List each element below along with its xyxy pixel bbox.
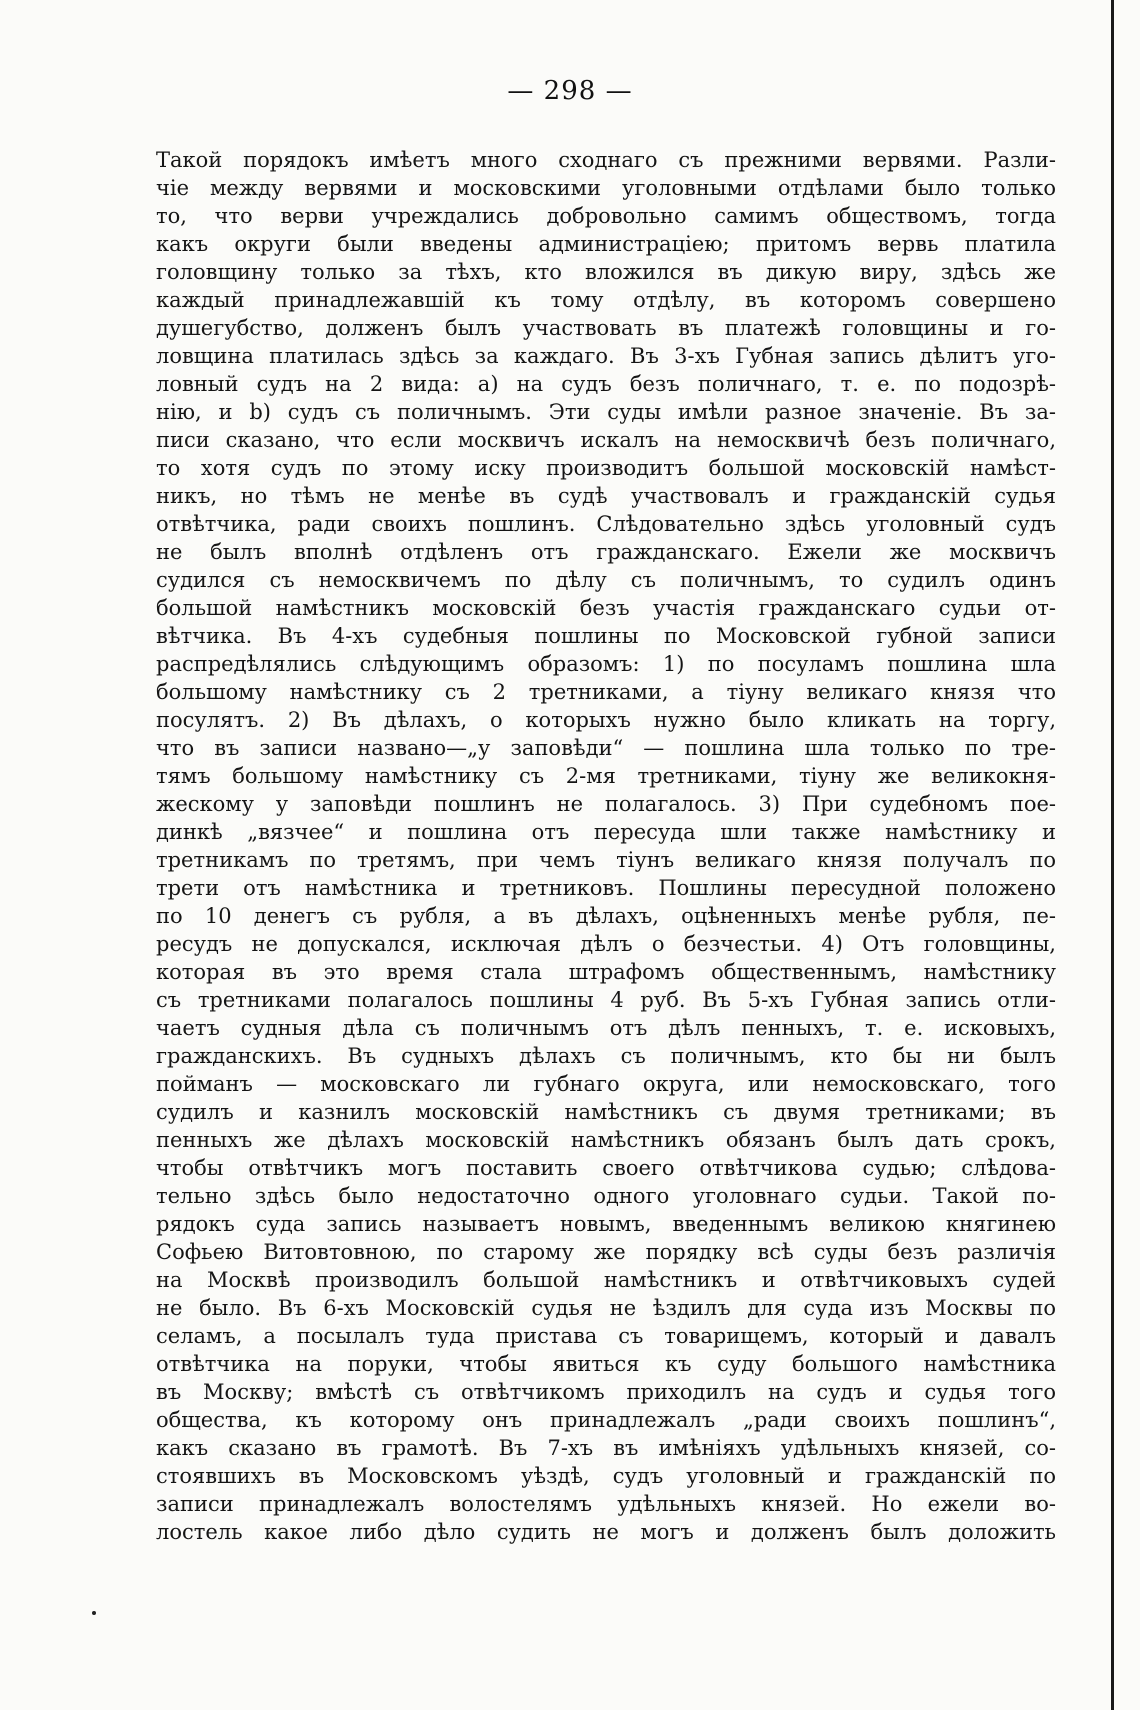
text-line: трети отъ намѣстника и третниковъ. Пошлины пересудной положено (156, 876, 1056, 900)
text-line: чтобы отвѣтчикъ могъ поставить своего отвѣтчикова судью; слѣдова- (156, 1156, 1056, 1180)
text-line: общества, къ которому онъ принадлежалъ „ради своихъ пошлинъ“, (156, 1408, 1056, 1432)
text-line: третникамъ по третямъ, при чемъ тіунъ великаго князя получалъ по (156, 848, 1056, 872)
text-line: лостель какое либо дѣло судить не могъ и долженъ былъ доложить (156, 1520, 1056, 1544)
text-line: какъ округи были введены администраціею; притомъ вервь платила (156, 232, 1056, 256)
text-line: въ Москву; вмѣстѣ съ отвѣтчикомъ приходилъ на судъ и судья того (156, 1380, 1056, 1404)
text-line: какъ сказано въ грамотѣ. Въ 7-хъ въ имѣніяхъ удѣльныхъ князей, со- (156, 1436, 1056, 1460)
page-edge-line (1111, 0, 1114, 1710)
body-text (156, 146, 1056, 1546)
text-line: писи сказано, что если москвичъ искалъ на немосквичѣ безъ поличнаго, (156, 428, 1056, 452)
text-line: Такой порядокъ имѣетъ много сходнаго съ прежними вервями. Разли- (156, 148, 1056, 172)
text-line: распредѣлялись слѣдующимъ образомъ: 1) по посуламъ пошлина шла (156, 652, 1056, 676)
text-line: то, что верви учреждались добровольно самимъ обществомъ, тогда (156, 204, 1056, 228)
text-line: жескому у заповѣди пошлинъ не полагалось. 3) При судебномъ пое- (156, 792, 1056, 816)
text-line: большой намѣстникъ московскій безъ участія гражданскаго судьи от- (156, 596, 1056, 620)
text-line: никъ, но тѣмъ не менѣе въ судѣ участвовалъ и гражданскій судья (156, 484, 1056, 508)
text-line: вѣтчика. Въ 4-хъ судебныя пошлины по Московской губной записи (156, 624, 1056, 648)
text-line: не былъ вполнѣ отдѣленъ отъ гражданскаго. Ежели же москвичъ (156, 540, 1056, 564)
text-line: что въ записи названо—„у заповѣди“ — пошлина шла только по тре- (156, 736, 1056, 760)
text-line: судился съ немосквичемъ по дѣлу съ поличнымъ, то судилъ одинъ (156, 568, 1056, 592)
text-line: отвѣтчика на поруки, чтобы явиться къ суду большого намѣстника (156, 1352, 1056, 1376)
text-line: селамъ, а посылалъ туда пристава съ товарищемъ, который и давалъ (156, 1324, 1056, 1348)
text-line: по 10 денегъ съ рубля, а въ дѣлахъ, оцѣненныхъ менѣе рубля, пе- (156, 904, 1056, 928)
text-line: динкѣ „вязчее“ и пошлина отъ пересуда шли также намѣстнику и (156, 820, 1056, 844)
text-line: пойманъ — московскаго ли губнаго округа, или немосковскаго, того (156, 1072, 1056, 1096)
text-line: пенныхъ же дѣлахъ московскій намѣстникъ обязанъ былъ дать срокъ, (156, 1128, 1056, 1152)
text-line: Софьею Витовтовною, по старому же порядку всѣ суды безъ различія (156, 1240, 1056, 1264)
text-line: ресудъ не допускался, исключая дѣлъ о безчестьи. 4) Отъ головщины, (156, 932, 1056, 956)
text-line: рядокъ суда запись называетъ новымъ, введеннымъ великою княгинею (156, 1212, 1056, 1236)
text-line: тельно здѣсь было недостаточно одного уголовнаго судьи. Такой по- (156, 1184, 1056, 1208)
text-line: тямъ большому намѣстнику съ 2-мя третниками, тіуну же великокня- (156, 764, 1056, 788)
text-line: каждый принадлежавшій къ тому отдѣлу, въ которомъ совершено (156, 288, 1056, 312)
text-line: головщину только за тѣхъ, кто вложился въ дикую виру, здѣсь же (156, 260, 1056, 284)
text-line: большому намѣстнику съ 2 третниками, а тіуну великаго князя что (156, 680, 1056, 704)
text-line: чіе между вервями и московскими уголовными отдѣлами было только (156, 176, 1056, 200)
stray-ink-dot (92, 1611, 96, 1615)
text-line: которая въ это время стала штрафомъ общественнымъ, намѣстнику (156, 960, 1056, 984)
text-line: стоявшихъ въ Московскомъ уѣздѣ, судъ уголовный и гражданскій по (156, 1464, 1056, 1488)
text-line: записи принадлежалъ волостелямъ удѣльныхъ князей. Но ежели во- (156, 1492, 1056, 1516)
text-line: съ третниками полагалось пошлины 4 руб. Въ 5-хъ Губная запись отли- (156, 988, 1056, 1012)
text-line: гражданскихъ. Въ судныхъ дѣлахъ съ поличнымъ, кто бы ни былъ (156, 1044, 1056, 1068)
text-line: не было. Въ 6-хъ Московскій судья не ѣздилъ для суда изъ Москвы по (156, 1296, 1056, 1320)
text-line: чаетъ судныя дѣла съ поличнымъ отъ дѣлъ пенныхъ, т. е. исковыхъ, (156, 1016, 1056, 1040)
text-line: на Москвѣ производилъ большой намѣстникъ и отвѣтчиковыхъ судей (156, 1268, 1056, 1292)
text-line: нію, и b) судъ съ поличнымъ. Эти суды имѣли разное значеніе. Въ за- (156, 400, 1056, 424)
text-line: судилъ и казнилъ московскій намѣстникъ съ двумя третниками; въ (156, 1100, 1056, 1124)
text-line: ловный судъ на 2 вида: а) на судъ безъ поличнаго, т. е. по подозрѣ- (156, 372, 1056, 396)
text-line: душегубство, долженъ былъ участвовать въ платежѣ головщины и го- (156, 316, 1056, 340)
text-line: ловщина платилась здѣсь за каждаго. Въ 3-хъ Губная запись дѣлитъ уго- (156, 344, 1056, 368)
text-line: отвѣтчика, ради своихъ пошлинъ. Слѣдовательно здѣсь уголовный судъ (156, 512, 1056, 536)
page-number: — 298 — (507, 76, 633, 106)
text-line: то хотя судъ по этому иску производитъ большой московскій намѣст- (156, 456, 1056, 480)
text-line: посулятъ. 2) Въ дѣлахъ, о которыхъ нужно было кликать на торгу, (156, 708, 1056, 732)
